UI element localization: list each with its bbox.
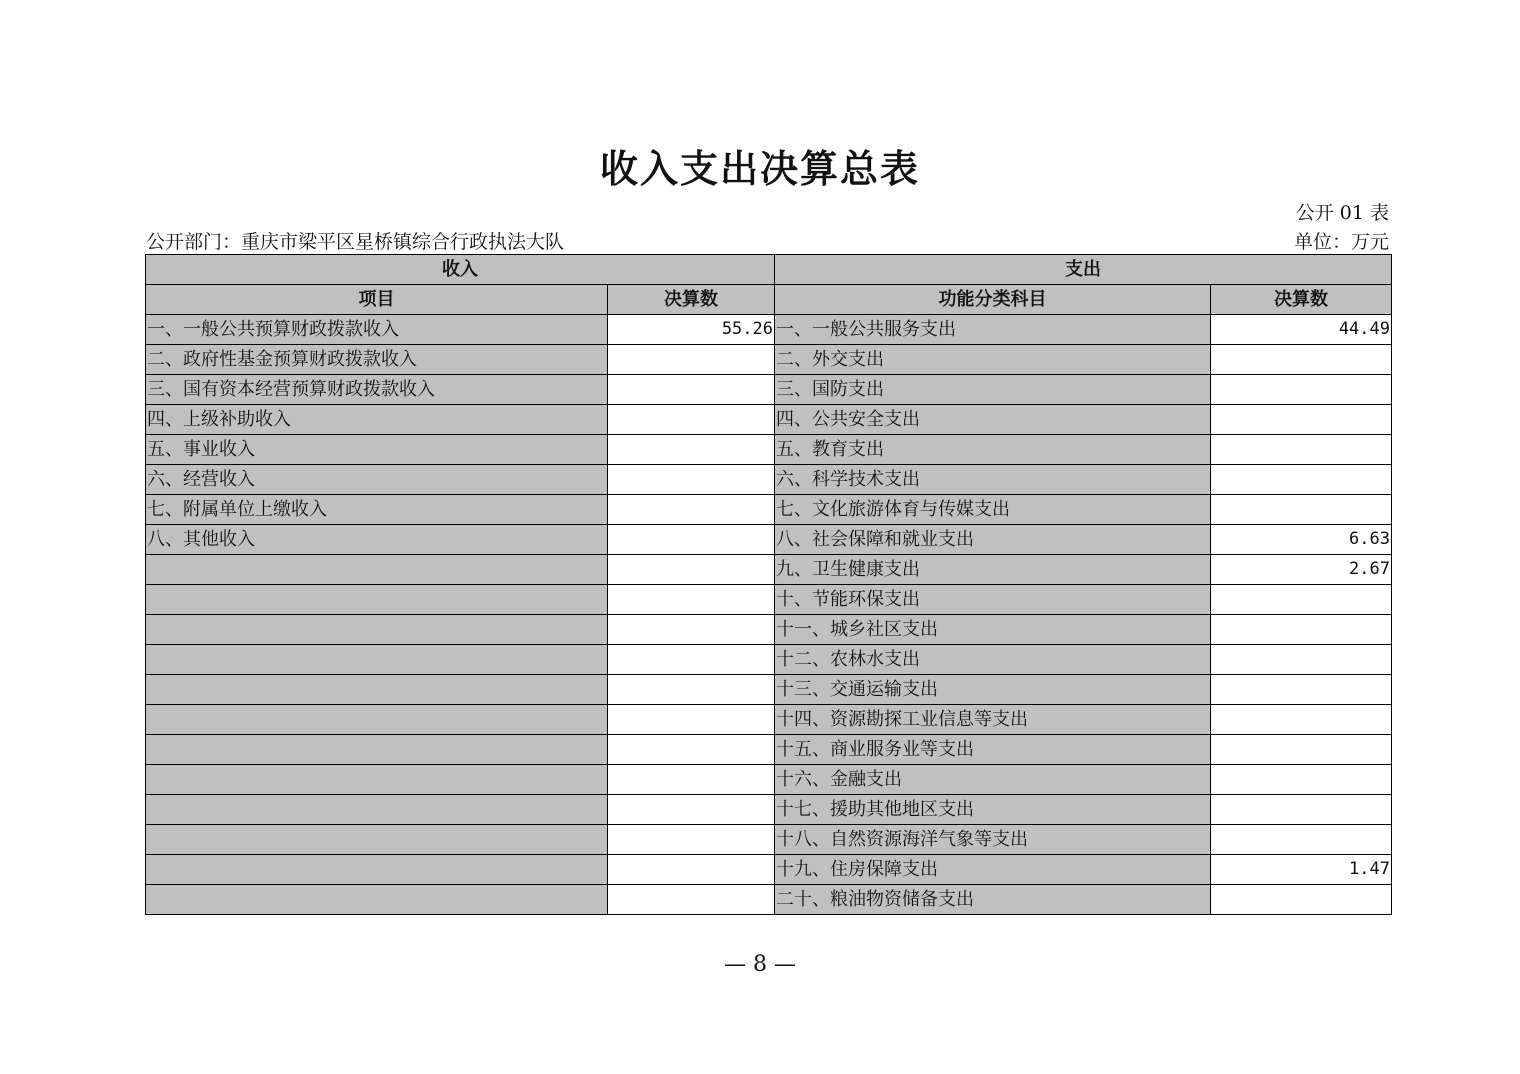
expense-amount-cell: 44.49 xyxy=(1211,315,1392,345)
table-row xyxy=(146,585,1392,615)
expense-amount-cell xyxy=(1211,375,1392,405)
expense-item-cell: 十六、金融支出 xyxy=(775,765,1211,795)
income-item-cell xyxy=(146,645,608,675)
section-header-row xyxy=(146,255,1392,285)
expense-amount-cell xyxy=(1211,825,1392,855)
table-row xyxy=(146,525,1392,555)
expense-item-cell: 四、公共安全支出 xyxy=(775,405,1211,435)
expense-item-cell: 十八、自然资源海洋气象等支出 xyxy=(775,825,1211,855)
expense-item-cell: 二十、粮油物资储备支出 xyxy=(775,885,1211,915)
income-item-cell: 七、附属单位上缴收入 xyxy=(146,495,608,525)
expense-amount-cell xyxy=(1211,735,1392,765)
expense-amount-cell xyxy=(1211,465,1392,495)
form-number: 公开 01 表 xyxy=(1295,202,1389,224)
expense-amount-cell xyxy=(1211,645,1392,675)
expense-amount-cell xyxy=(1211,765,1392,795)
income-amount-cell xyxy=(608,585,775,615)
income-item-cell: 六、经营收入 xyxy=(146,465,608,495)
expense-amount-cell xyxy=(1211,795,1392,825)
expense-item-cell: 十四、资源勘探工业信息等支出 xyxy=(775,705,1211,735)
table-row xyxy=(146,795,1392,825)
column-header-item: 项目 xyxy=(146,285,608,315)
department-label: 公开部门：重庆市梁平区星桥镇综合行政执法大队 xyxy=(146,231,565,253)
income-amount-cell xyxy=(608,885,775,915)
expense-amount-cell xyxy=(1211,435,1392,465)
income-item-cell: 四、上级补助收入 xyxy=(146,405,608,435)
income-item-cell: 三、国有资本经营预算财政拨款收入 xyxy=(146,375,608,405)
expense-item-cell: 三、国防支出 xyxy=(775,375,1211,405)
page-title: 收入支出决算总表 xyxy=(599,147,920,191)
income-amount-cell xyxy=(608,615,775,645)
income-item-cell xyxy=(146,735,608,765)
expense-item-cell: 七、文化旅游体育与传媒支出 xyxy=(775,495,1211,525)
table-row xyxy=(146,315,1392,345)
expense-amount-cell: 6.63 xyxy=(1211,525,1392,555)
income-item-cell xyxy=(146,855,608,885)
expense-item-cell: 六、科学技术支出 xyxy=(775,465,1211,495)
expense-section-header: 支出 xyxy=(775,255,1392,285)
column-header-category: 功能分类科目 xyxy=(775,285,1211,315)
expense-item-cell: 八、社会保障和就业支出 xyxy=(775,525,1211,555)
income-item-cell xyxy=(146,825,608,855)
expense-item-cell: 一、一般公共服务支出 xyxy=(775,315,1211,345)
income-amount-cell xyxy=(608,675,775,705)
income-amount-cell xyxy=(608,435,775,465)
income-item-cell: 八、其他收入 xyxy=(146,525,608,555)
table-row xyxy=(146,345,1392,375)
expense-amount-cell xyxy=(1211,705,1392,735)
income-item-cell: 五、事业收入 xyxy=(146,435,608,465)
expense-item-cell: 九、卫生健康支出 xyxy=(775,555,1211,585)
table-row xyxy=(146,375,1392,405)
table-row xyxy=(146,705,1392,735)
income-section-header: 收入 xyxy=(146,255,775,285)
table-row xyxy=(146,855,1392,885)
expense-item-cell: 十一、城乡社区支出 xyxy=(775,615,1211,645)
income-amount-cell xyxy=(608,495,775,525)
income-amount-cell: 55.26 xyxy=(608,315,775,345)
income-amount-cell xyxy=(608,345,775,375)
income-item-cell xyxy=(146,885,608,915)
income-amount-cell xyxy=(608,525,775,555)
expense-item-cell: 十、节能环保支出 xyxy=(775,585,1211,615)
income-amount-cell xyxy=(608,735,775,765)
page-number: — 8 — xyxy=(724,952,796,977)
income-item-cell xyxy=(146,795,608,825)
table-row xyxy=(146,885,1392,915)
table-row xyxy=(146,735,1392,765)
expense-amount-cell: 2.67 xyxy=(1211,555,1392,585)
table-row xyxy=(146,675,1392,705)
expense-item-cell: 十五、商业服务业等支出 xyxy=(775,735,1211,765)
income-amount-cell xyxy=(608,375,775,405)
table-row xyxy=(146,825,1392,855)
income-amount-cell xyxy=(608,645,775,675)
table-row xyxy=(146,465,1392,495)
expense-amount-cell xyxy=(1211,615,1392,645)
table-row xyxy=(146,615,1392,645)
column-header-income-amount: 决算数 xyxy=(608,285,775,315)
income-amount-cell xyxy=(608,795,775,825)
expense-item-cell: 十七、援助其他地区支出 xyxy=(775,795,1211,825)
income-item-cell xyxy=(146,615,608,645)
income-amount-cell xyxy=(608,855,775,885)
income-item-cell xyxy=(146,705,608,735)
table-row xyxy=(146,645,1392,675)
income-item-cell xyxy=(146,675,608,705)
expense-amount-cell: 1.47 xyxy=(1211,855,1392,885)
expense-amount-cell xyxy=(1211,885,1392,915)
expense-item-cell: 十二、农林水支出 xyxy=(775,645,1211,675)
expense-item-cell: 二、外交支出 xyxy=(775,345,1211,375)
table-row xyxy=(146,435,1392,465)
expense-amount-cell xyxy=(1211,675,1392,705)
budget-table xyxy=(145,254,1392,915)
column-header-row xyxy=(146,285,1392,315)
expense-item-cell: 五、教育支出 xyxy=(775,435,1211,465)
table-row xyxy=(146,765,1392,795)
income-item-cell: 一、一般公共预算财政拨款收入 xyxy=(146,315,608,345)
income-amount-cell xyxy=(608,825,775,855)
income-item-cell xyxy=(146,585,608,615)
expense-amount-cell xyxy=(1211,585,1392,615)
expense-amount-cell xyxy=(1211,405,1392,435)
income-amount-cell xyxy=(608,555,775,585)
income-amount-cell xyxy=(608,765,775,795)
table-row xyxy=(146,405,1392,435)
income-amount-cell xyxy=(608,465,775,495)
income-amount-cell xyxy=(608,705,775,735)
table-row xyxy=(146,555,1392,585)
expense-amount-cell xyxy=(1211,495,1392,525)
income-amount-cell xyxy=(608,405,775,435)
income-item-cell xyxy=(146,765,608,795)
income-item-cell: 二、政府性基金预算财政拨款收入 xyxy=(146,345,608,375)
expense-item-cell: 十三、交通运输支出 xyxy=(775,675,1211,705)
income-item-cell xyxy=(146,555,608,585)
column-header-expense-amount: 决算数 xyxy=(1211,285,1392,315)
expense-amount-cell xyxy=(1211,345,1392,375)
unit-label: 单位：万元 xyxy=(1293,231,1389,253)
table-row xyxy=(146,495,1392,525)
expense-item-cell: 十九、住房保障支出 xyxy=(775,855,1211,885)
